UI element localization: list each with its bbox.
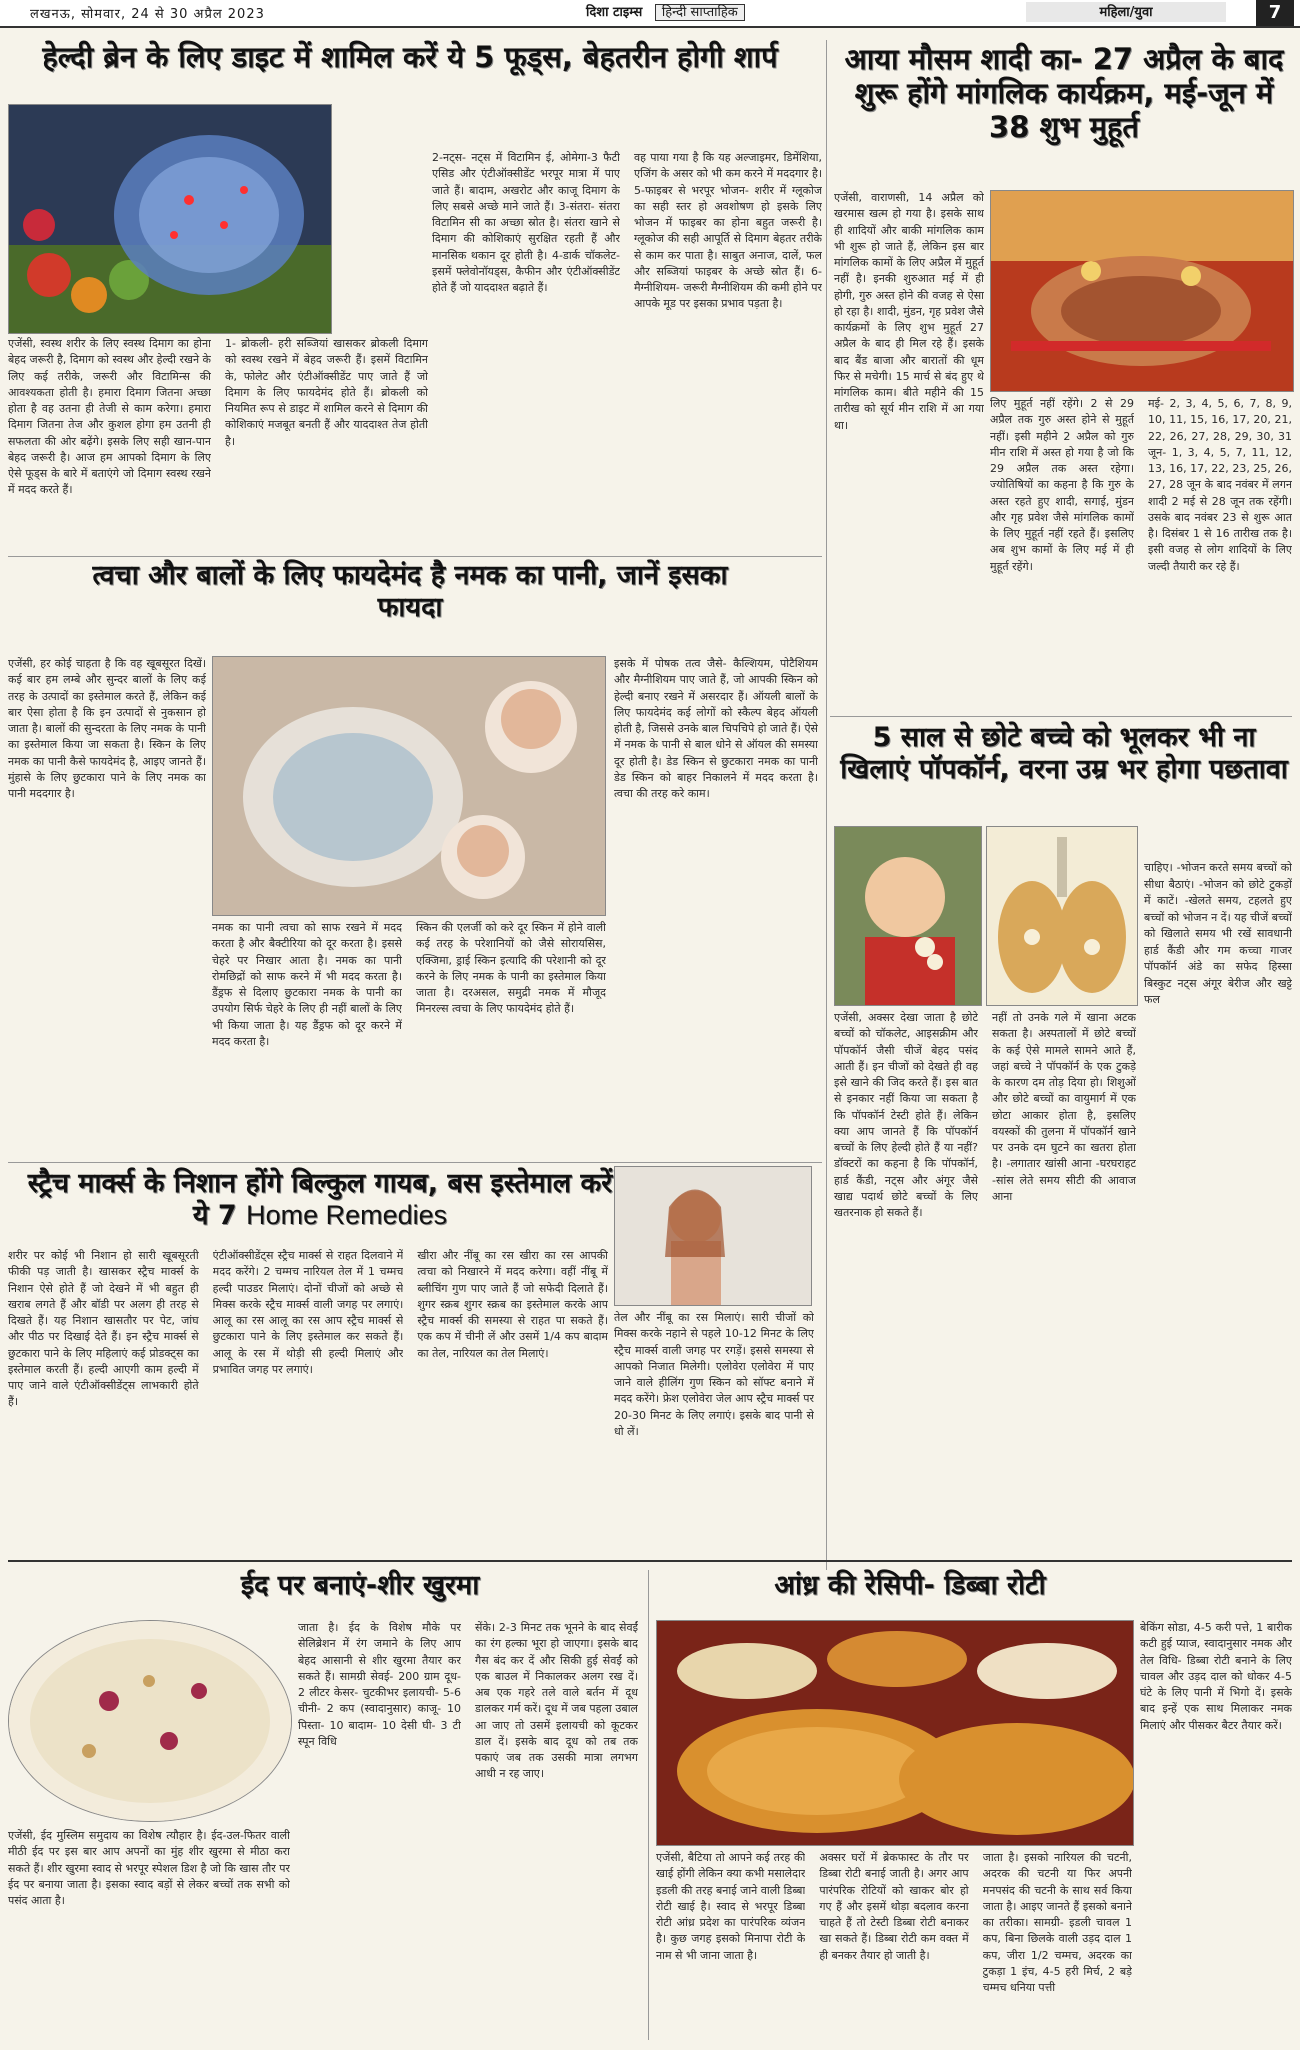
salt-col-4: इसके में पोषक तत्व जैसे- कैल्शियम, पोटैशियम और मैग्नीशियम पाए जाते हैं, जो आपकी स्किन को हेल्दी बनाए रखने में असरदार हैं। ऑयली बालों के लिए फायदेमंद कई लोगों को स्कैल्प बेहद ऑयली होती है, जिससे उनके बाल चिपचिपे हो जाते हैं। ऐसे में नमक के पानी से बाल धोने से ऑयल की समस्या दूर होती है। डेड स्किन से छुटकारा नमक का पानी डेड स्किन को बाहर निकालने में मदद करता है। त्वचा की तरह करे काम। [614, 657, 818, 801]
wedding-columns-lower [990, 396, 1292, 708]
stretch-col-2: एंटीऑक्सीडेंट्स स्ट्रैच मार्क्स से राहत दिलवाने में मदद करेंगे। 2 चम्मच नारियल तेल में 1 चम्मच हल्दी पाउडर मिलाएं। दोनों चीजों को अच्छे से मिक्स करके स्ट्रैच मार्क्स वाली जगह पर लगाएं। आलू का रस आलू का रस आप स्ट्रैच मार्क्स से छुटकारा पाने के लिए इस्तेमाल कर सकते हैं। आलू के रस में थोड़ी सी हल्दी मिलाएं और प्रभावित जगह पर लगाएं। [212, 1249, 404, 1376]
divider-popcorn [830, 716, 1292, 717]
wedding-photo [990, 190, 1294, 392]
divider-salt [8, 556, 822, 557]
salt-photo [212, 656, 606, 916]
divider-stretch [8, 1162, 822, 1163]
wedding-col-1: एजेंसी, वाराणसी, 14 अप्रैल को खरमास खत्म हो गया है। इसके साथ ही शादियों और बाकी मांगलिक काम भी शुरू हो जाते हैं, लेकिन इस बार मांगलिक कामों के लिए अप्रैल में मुहूर्त नहीं है। इनकी शुरुआत मई में ही होगी, गुरु अस्त होने की वजह से ऐसा हो रहा है। शादी, मुंडन, गृह प्रवेश जैसे कार्यक्रमों के लिए शुभ मुहूर्त 27 अप्रैल के बाद ही मिल रहे हैं। इसके बाद बैंड बाजा और बारातों की धूम फिर से मचेगी। 15 मार्च से बंद हुए थे मांगलिक काम। बीते महीने की 15 तारीख को सूर्य मीन राशि में आ गया था। [834, 191, 984, 432]
dibba-roti-photo [656, 1620, 1134, 1846]
brain-right-columns [432, 150, 822, 550]
dibba-col-4: बेकिंग सोडा, 4-5 करी पत्ते, 1 बारीक कटी हुई प्याज, स्वादानुसार नमक और तेल विधि- डिब्बा रोटी बनाने के लिए चावल और उड़द दाल को धोकर 4-5 घंटे के लिए पानी में भिगो दें। इसके बाद इन्हें एक साथ मिलाकर नमक मिलाएं और पीसकर बैटर तैयार करें। [1140, 1621, 1292, 1732]
wedding-col-2: लिए मुहूर्त नहीं रहेंगे। 2 से 29 अप्रैल तक गुरु अस्त होने से मुहूर्त नहीं। इसी महीने 2 अप्रैल को गुरु मीन राशि में अस्त हो गया है जो कि 29 अप्रैल तक अस्त रहेगा। ज्योतिषियों का कहना है कि गुरु के अस्त रहते हुए शादी, सगाई, मुंडन और गृह प्रवेश जैसे मांगलिक कामों के लिए मुहूर्त नहीं रहते हैं। इसलिए अब शुभ कामों के लिए मई में ही मुहूर्त रहेंगे। [990, 397, 1134, 573]
kheer-col-2: जाता है। ईद के विशेष मौके पर सेलिब्रेशन में रंग जमाने के लिए आप बेहद आसानी से शीर खुरमा तैयार कर सकते हैं। सामग्री सेवई- 200 ग्राम दूध- 2 लीटर केसर- चुटकीभर इलायची- 5-6 चीनी- 2 कप (स्वादानुसार) काजू- 10 पिस्ता- 10 बादाम- 10 देसी घी- 3 टी स्पून विधि [298, 1621, 461, 1748]
dibba-right-column [1140, 1620, 1292, 2040]
lungs-photo [986, 826, 1138, 1006]
salt-headline: त्वचा और बालों के लिए फायदेमंद है नमक का पानी, जानें इसका फायदा [92, 560, 728, 623]
paper-tag: हिन्दी साप्ताहिक [655, 4, 745, 21]
paper-name [586, 2, 745, 20]
section-label: महिला/युवा [1026, 2, 1226, 22]
divider-bottom [8, 1560, 1292, 1562]
kheer-col-3: सेंके। 2-3 मिनट तक भूनने के बाद सेवईं का रंग हल्का भूरा हो जाएगा। इसके बाद गैस बंद कर दें और सिकी हुई सेवईं को एक बाउल में निकालकर अलग रख दें। अब एक गहरे तले वाले बर्तन में दूध डालकर गर्म करें। दूध में जब पहला उबाल आ जाए तो उसमें इलायची को कूटकर डाल दें। इसके बाद दूध को तब तक पकाएं जब तक उसकी मात्रा लगभग आधी न रह जाए। [475, 1621, 638, 1781]
brain-photo [8, 104, 332, 334]
kheer-left-column [8, 1828, 290, 2038]
popcorn-columns [834, 1010, 1136, 1570]
brain-col-1: एजेंसी, स्वस्थ शरीर के लिए स्वस्थ दिमाग का होना बेहद जरूरी है, दिमाग को स्वस्थ और हेल्दी रखने के लिए कई तरीके, जरूरी और विटामिन्स की आवश्यकता होती है। हमारा दिमाग जितना अच्छा होता है वह उतना ही तेजी से काम करेगा। हमारा दिमाग जितना तेज और कुशल होगा हम उतनी ही सफलता की ओर बढ़ेंगे। इसके लिए सही खान-पान बेहद जरूरी है। आज हम आपको दिमाग के लिए ऐसे फूड्स के बारे में बताएंगे जो दिमाग स्वस्थ रखने में मदद करते हैं। [8, 337, 211, 497]
issue-date: लखनऊ, सोमवार, 24 से 30 अप्रैल 2023 [30, 7, 265, 22]
wedding-headline: आया मौसम शादी का- 27 अप्रैल के बाद शुरू होंगे मांगलिक कार्यक्रम, मई-जून में 38 शुभ मुहूर्त [844, 42, 1284, 145]
stretch-title-english: Home Remedies [246, 1199, 448, 1230]
paper-title: दिशा टाइम्स [586, 5, 643, 20]
column-divider-bottom [648, 1570, 649, 2040]
stretch-right-column [614, 1310, 814, 1554]
wedding-col-3: मई- 2, 3, 4, 5, 6, 7, 8, 9, 10, 11, 15, 16, 17, 20, 21, 22, 26, 27, 28, 29, 30, 31 जून- 1, 3, 4, 5, 7, 11, 12, 13, 16, 17, 22, 23, 25, 26, 27, 28 जून के बाद नवंबर में लगन शादी 2 मई से 28 जून तक रहेंगी। उसके बाद नवंबर 23 से शुरू आत है। दिसंबर 1 से 16 तारीख तक है। इसी वजह से लोग शादियों के लिए जल्दी तैयारी कर रहे हैं। [1148, 397, 1292, 573]
salt-col-3: स्किन की एलर्जी को करे दूर स्किन में होने वाली कई तरह के परेशानियों को जैसे सोरायसिस, एक्जिमा, ड्राई स्किन इत्यादि की परेशानी को दूर करने के लिए नमक के पानी का इस्तेमाल किया जाता है। दरअसल, समुद्री नमक में मौजूद मिनरल्स त्वचा के लिए फायदेमंद होते हैं। [416, 921, 606, 1016]
brain-left-columns [8, 336, 428, 550]
stretch-title-hindi: स्ट्रैच मार्क्स के निशान होंगे बिल्कुल गायब, बस इस्तेमाल करें ये 7 [27, 1168, 613, 1231]
dibba-headline: आंध्र की रेसिपी- डिब्बा रोटी [774, 1570, 1046, 1601]
child-photo [834, 826, 982, 1006]
stretch-col-3: खीरा और नींबू का रस खीरा का रस आपकी त्वचा को निखारने में मदद करेगा। वहीं नींबू में ब्लीचिंग गुण पाए जाते हैं जो सफेदी दिलाते हैं। शुगर स्क्रब शुगर स्क्रब का इस्तेमाल करके आप स्ट्रैच मार्क्स की समस्या से राहत पा सकते हैं। एक कप में चीनी लें और उसमें 1/4 कप बादाम का तेल, नारियल का तेल मिलाएं। [417, 1249, 609, 1360]
kheer-headline: ईद पर बनाएं-शीर खुरमा [240, 1570, 480, 1601]
column-divider [826, 40, 827, 1570]
salt-left-columns [8, 656, 206, 1156]
stretch-headline [20, 1168, 620, 1232]
popcorn-col-1: एजेंसी, अक्सर देखा जाता है छोटे बच्चों को चॉकलेट, आइसक्रीम और पॉपकॉर्न जैसी चीजें बेहद पसंद आती हैं। इन चीजों को देखते ही वह इसे खाने की जिद करते हैं। इस बात से इनकार नहीं किया जा सकता है कि पॉपकॉर्न टेस्टी होते हैं। लेकिन क्या आप जानते हैं कि पॉपकॉर्न बच्चों के लिए हेल्दी होते हैं या नहीं? डॉक्टरों का कहना है कि पॉपकॉर्न, हार्ड कैंडी, नट्स और अंगूर जैसे खाद्य पदार्थ छोटे बच्चों के लिए खतरनाक हो सकते हैं। [834, 1011, 978, 1220]
salt-col-2: नमक का पानी त्वचा को साफ रखने में मदद करता है और बैक्टीरिया को दूर करता है। इससे चेहरे पर निखार आता है। नमक का पानी रोमछिद्रों को साफ करने में भी मदद करता है। डैंड्रफ से दिलाए छुटकारा नमक के पानी का उपयोग सिर्फ चेहरे के लिए ही नहीं बालों के लिए भी किया जाता है। यह डैंड्रफ को दूर करने में मदद करता है। [212, 921, 402, 1048]
dibba-col-1: एजेंसी, बैटिया तो आपने कई तरह की खाई होंगी लेकिन क्या कभी मसालेदार इडली की तरह बनाई जाने वाली डिब्बा रोटी खाई है। स्वाद से भरपूर डिब्बा रोटी आंध्र प्रदेश का पारंपरिक व्यंजन है। कुछ जगह इसको मिनापा रोटी के नाम से भी जाना जाता है। [656, 1851, 806, 1962]
sheer-khurma-photo [8, 1620, 292, 1822]
popcorn-col-3: चाहिए। -भोजन करते समय बच्चों को सीधा बैठाएं। -भोजन को छोटे टुकड़ों में काटें। -खेलते समय, टहलते हुए बच्चों को भोजन न दें। यह चीजें बच्चों को खिलाते समय भी रखें सावधानी हार्ड कैंडी और गम कच्चा गाजर पॉपकॉर्न अंडे का सफेद हिस्सा बिस्कुट नट्स अंगूर बेरीज और खट्टे फल [1144, 861, 1292, 1006]
stretch-col-1: शरीर पर कोई भी निशान हो सारी खूबसूरती फीकी पड़ जाती है। खासकर स्ट्रैच मार्क्स के निशान ऐसे होते हैं जो देखने में भी बहुत ही खराब लगते हैं और बॉडी पर अलग ही तरह से दिखते हैं। यह निशान खासतौर पर पेट, जांघ और पीठ पर दिखाई देते हैं। इन स्ट्रैच मार्क्स से छुटकारा पाने के लिए महिलाएं कई प्रोडक्ट्स का इस्तेमाल करती हैं। हल्दी आएगी काम हल्दी में पाए जाने वाले एंटीऑक्सीडेंट्स लाभकारी होते हैं। [8, 1249, 199, 1409]
popcorn-col-2: नहीं तो उनके गले में खाना अटक सकता है। अस्पतालों में छोटे बच्चों के कई ऐसे मामले सामने आते हैं, जहां बच्चे ने पॉपकॉर्न के एक टुकड़े के कारण दम तोड़ दिया हो। शिशुओं और छोटे बच्चों का वायुमार्ग में एक छोटा आकार होता है, इसलिए वयस्कों की तुलना में पॉपकॉर्न खाने पर उनके दम घुटने का खतरा होता है। -लगातार खांसी आना -घरघराहट -सांस लेते समय सीटी की आवाज आना [992, 1011, 1136, 1203]
salt-lower-columns [212, 920, 606, 1156]
salt-right-columns [614, 656, 818, 1156]
brain-col-2: 1- ब्रोकली- हरी सब्जियां खासकर ब्रोकली दिमाग को स्वस्थ रखने में बेहद जरूरी हैं। इसमें विटामिन के, फोलेट और एंटीऑक्सीडेंट पाए जाते हैं जो दिमाग के लिए फायदेमंद होते हैं। ब्रोकली को नियमित रूप से डाइट में शामिल करने से दिमाग की कोशिकाएं मजबूत बनती हैं और याददाश्त तेज होती है। [225, 337, 428, 448]
brain-col-4: वह पाया गया है कि यह अल्जाइमर, डिमेंशिया, एजिंग के असर को भी कम करने में मददगार है। 5-फाइबर से भरपूर भोजन- शरीर में ग्लूकोज का सही स्तर हो अवशोषण हो इसके लिए भोजन में फाइबर का होना बहुत जरूरी है। ग्लूकोज की सही आपूर्ति से दिमाग बेहतर तरीके से काम कर पाता है। साबुत अनाज, दालें, फल और सब्जियां फाइबर के अच्छे स्रोत हैं। 6-मैग्नीशियम- जरूरी मैग्नीशियम की कमी होने पर आपके मूड पर इसका प्रभाव पड़ता है। [634, 151, 822, 311]
woman-photo [614, 1166, 812, 1306]
page-number: 7 [1256, 0, 1294, 26]
dibba-col-3: जाता है। इसको नारियल की चटनी, अदरक की चटनी या फिर अपनी मनपसंद की चटनी के साथ सर्व किया जाता है। आइए जानते हैं इसको बनाने का तरीका। सामग्री- इडली चावल 1 कप, बिना छिलके वाली उड़द दाल 1 कप, जीरा 1/2 चम्मच, अदरक का टुकड़ा 1 इंच, 4-5 हरी मिर्च, 2 बड़े चम्मच धनिया पत्ती [982, 1851, 1132, 1995]
popcorn-list [1144, 860, 1292, 1570]
masthead [0, 0, 1300, 28]
kheer-columns [298, 1620, 638, 2038]
wedding-columns [834, 190, 984, 710]
brain-headline: हेल्दी ब्रेन के लिए डाइट में शामिल करें ये 5 फूड्स, बेहतरीन होगी शार्प [42, 40, 778, 74]
stretch-col-4: तेल और नींबू का रस मिलाएं। सारी चीजों को मिक्स करके नहाने से पहले 10-12 मिनट के लिए स्ट्रैच मार्क्स वाली जगह पर रगड़ें। इससे समस्या से आपको निजात मिलेगी। एलोवेरा एलोवेरा में पाए जाने वाले हीलिंग गुण स्किन को सॉफ्ट बनाने में मदद करेंगे। फ्रेश एलोवेरा जेल आप स्ट्रैच मार्क्स पर 20-30 मिनट के लिए लगाएं। इसके बाद पानी से धो लें। [614, 1311, 814, 1438]
dibba-col-2: अक्सर घरों में ब्रेकफास्ट के तौर पर डिब्बा रोटी बनाई जाती है। अगर आप पारंपरिक रोटियों को खाकर बोर हो गए हैं और इसमें थोड़ा बदलाव करना चाहते हैं तो टेस्टी डिब्बा रोटी बनाकर खा सकते हैं। डिब्बा रोटी कम वक्त में ही बनकर तैयार हो जाती है। [819, 1851, 969, 1962]
stretch-columns [8, 1248, 608, 1554]
popcorn-headline: 5 साल से छोटे बच्चे को भूलकर भी ना खिलाएं पॉपकॉर्न, वरना उम्र भर होगा पछतावा [840, 722, 1288, 785]
brain-col-3: 2-नट्स- नट्स में विटामिन ई, ओमेगा-3 फैटी एसिड और एंटीऑक्सीडेंट भरपूर मात्रा में पाए जाते हैं। बादाम, अखरोट और काजू दिमाग के लिए सबसे अच्छे माने जाते हैं। 3-संतरा- संतरा विटामिन सी का अच्छा स्रोत है। संतरा खाने से दिमाग की कोशिकाएं सुरक्षित रहती हैं और मानसिक थकान दूर होती है। 4-डार्क चॉकलेट- इसमें फ्लेवोनॉयड्स, कैफीन और एंटीऑक्सीडेंट होते हैं जो याददाश्त बढ़ाते हैं। [432, 151, 620, 295]
dibba-columns [656, 1850, 1132, 2040]
salt-col-1: एजेंसी, हर कोई चाहता है कि वह खूबसूरत दिखें। कई बार हम लम्बे और सुन्दर बालों के लिए कई तरह के उत्पादों का इस्तेमाल करते हैं, लेकिन कई बार ऐसा होता है कि इन उत्पादों से नुकसान हो जाता है। बालों की सुन्दरता के लिए नमक के पानी का इस्तेमाल किया जा सकता है। स्किन के लिए नमक का पानी कैसे फायदेमंद है, आइए जानते हैं। मुंहासे के लिए छुटकारा पाने के लिए नमक का पानी मददगार है। [8, 657, 206, 801]
kheer-col-1: एजेंसी, ईद मुस्लिम समुदाय का विशेष त्यौहार है। ईद-उल-फितर वाली मीठी ईद पर इस बार आप अपनों का मुंह शीर खुरमा से मीठा करा सकते हैं। शीर खुरमा स्वाद से भरपूर स्पेशल डिश है जो कि खास तौर पर ईद पर बनाया जाता है। इसका स्वाद बड़ों से लेकर बच्चों तक सभी को पसंद आता है। [8, 1829, 290, 1908]
